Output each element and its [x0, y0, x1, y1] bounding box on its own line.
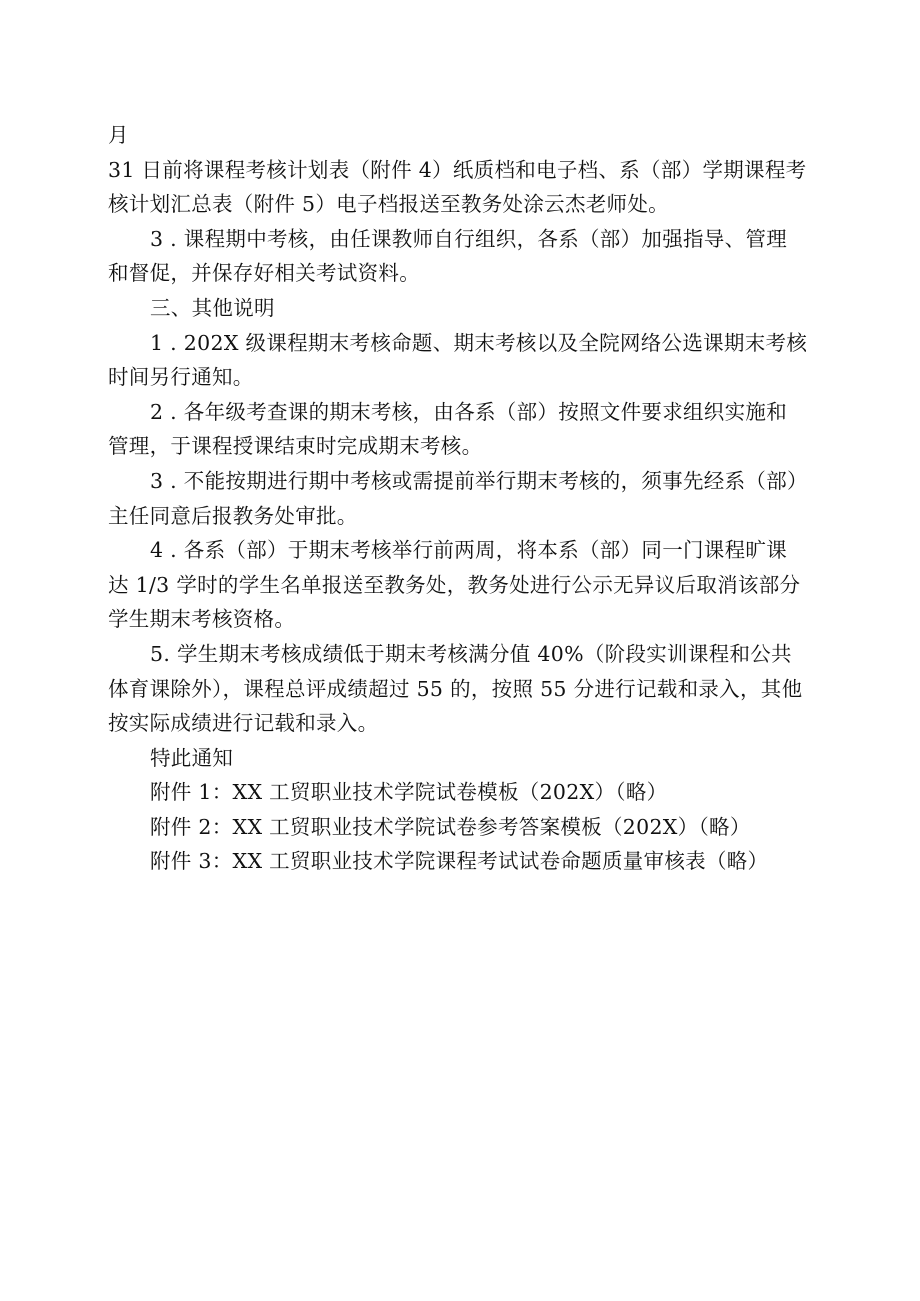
- attachment-3: 附件 3：XX 工贸职业技术学院课程考试试卷命题质量审核表（略）: [150, 849, 769, 874]
- text-line-8: 时间另行通知。: [108, 365, 254, 390]
- text-line-15: 学生期末考核资格。: [108, 607, 296, 632]
- text-line-10: 管理，于课程授课结束时完成期末考核。: [108, 434, 483, 459]
- text-line-2: 31 日前将课程考核计划表（附件 4）纸质档和电子档、系（部）学期课程考: [108, 157, 807, 182]
- document-page: [108, 118, 814, 879]
- notice-closing: 特此通知: [150, 745, 234, 770]
- text-line-18: 按实际成绩进行记载和录入。: [108, 711, 379, 736]
- section-heading-other-notes: 三、其他说明: [150, 295, 275, 320]
- text-line-5: 和督促，并保存好相关考试资料。: [108, 261, 420, 286]
- text-line-9: 2 . 各年级考查课的期末考核，由各系（部）按照文件要求组织实施和: [150, 399, 787, 424]
- text-line-4: 3 . 课程期中考核，由任课教师自行组织，各系（部）加强指导、管理: [150, 226, 787, 251]
- text-line-3: 核计划汇总表（附件 5）电子档报送至教务处涂云杰老师处。: [108, 192, 669, 217]
- text-line-11: 3 . 不能按期进行期中考核或需提前举行期末考核的，须事先经系（部）: [150, 468, 808, 493]
- attachment-1: 附件 1：XX 工贸职业技术学院试卷模板（202X）（略）: [150, 780, 668, 805]
- text-line-17: 体育课除外），课程总评成绩超过 55 的，按照 55 分进行记载和录入，其他: [108, 676, 803, 701]
- text-line-1: 月: [108, 123, 129, 147]
- text-line-13: 4 . 各系（部）于期末考核举行前两周，将本系（部）同一门课程旷课: [150, 538, 787, 563]
- text-line-14: 达 1/3 学时的学生名单报送至教务处，教务处进行公示无异议后取消该部分: [108, 572, 801, 597]
- text-line-16: 5. 学生期末考核成绩低于期末考核满分值 40%（阶段实训课程和公共: [150, 641, 792, 666]
- text-line-7: 1 . 202X 级课程期末考核命题、期末考核以及全院网络公选课期末考核: [150, 330, 808, 355]
- text-line-12: 主任同意后报教务处审批。: [108, 503, 358, 528]
- attachment-2: 附件 2：XX 工贸职业技术学院试卷参考答案模板（202X）（略）: [150, 814, 751, 839]
